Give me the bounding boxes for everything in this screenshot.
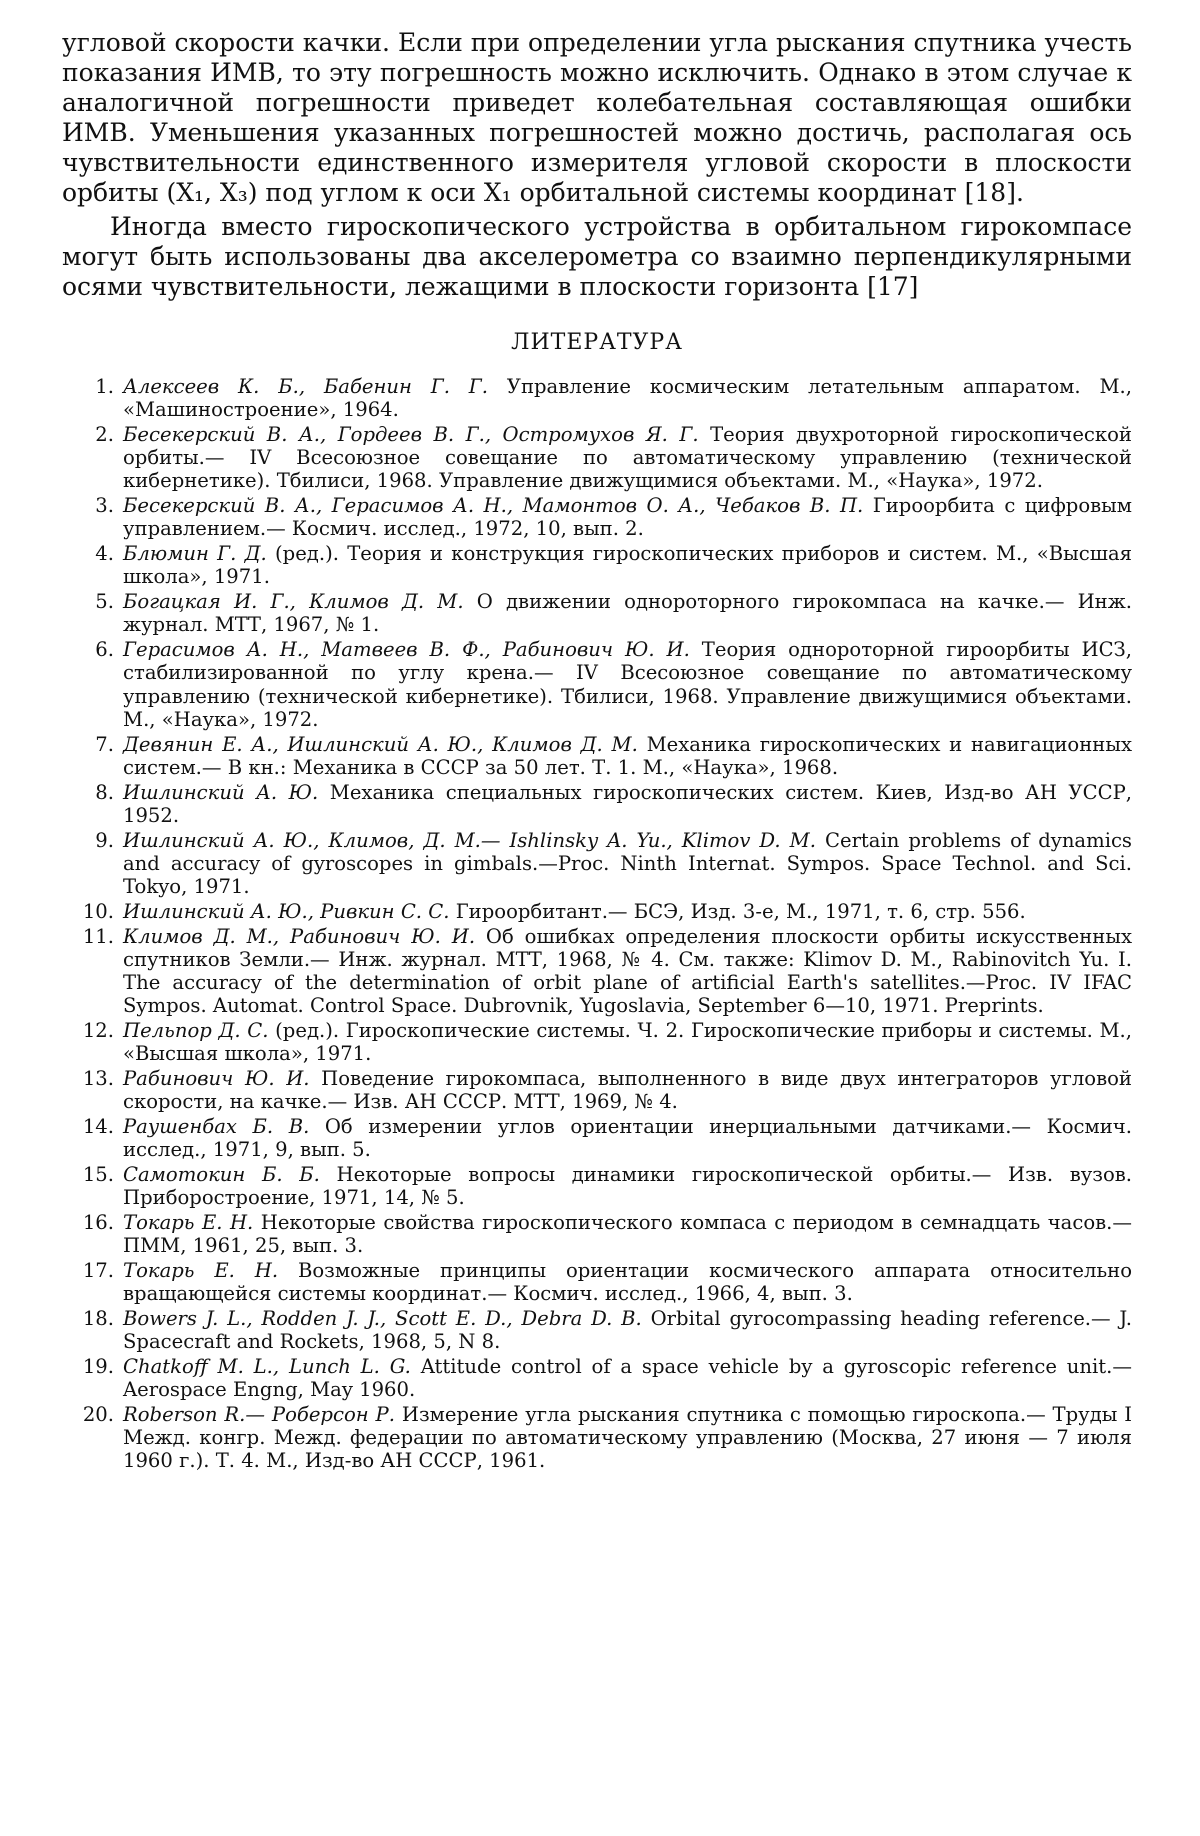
reference-text: (ред.). Гироскопические системы. Ч. 2. Гироскопические приборы и системы. М., «Высшая школа», 1971. xyxy=(123,1019,1133,1066)
reference-text: Гироорбитант.— БСЭ, Изд. 3-е, М., 1971, т. 6, стр. 556. xyxy=(449,899,1026,923)
reference-text: Certain problems of dynamics and accuracy of gyroscopes in gimbals.—Proc. Ninth Internat. Sympos. Space Technol. and Sci. Tokyo, 1971. xyxy=(123,828,1132,899)
reference-text: Orbital gyrocompassing heading reference.— J. Spacecraft and Rockets, 1968, 5, N 8. xyxy=(123,1307,1132,1354)
references-list xyxy=(62,375,1132,1473)
reference-item xyxy=(62,925,1132,1018)
reference-number: 14. xyxy=(82,1115,114,1139)
reference-item xyxy=(62,638,1132,731)
reference-number: 16. xyxy=(82,1211,114,1235)
reference-number: 7. xyxy=(95,732,114,756)
reference-authors: Ишлинский А. Ю., Ривкин С. С. xyxy=(123,899,450,923)
reference-item xyxy=(62,1403,1132,1473)
reference-number: 3. xyxy=(95,494,114,518)
paragraph-continuation: угловой скорости качки. Если при определении угла рыскания спутника учесть показания ИМВ, то эту погрешность можно исключить. Однако в этом случае к аналогичной погрешности приведет колебательная составляющая ошибки ИМВ. Уменьшения указанных погрешностей можно достичь, располагая ось чувствительности единственного измерителя угловой скорости в плоскости орбиты (X₁, X₃) под углом к оси X₁ орбитальной системы координат [18]. xyxy=(62,28,1132,207)
reference-number: 12. xyxy=(82,1019,114,1043)
reference-item xyxy=(62,494,1132,540)
reference-number: 1. xyxy=(95,375,114,398)
reference-item xyxy=(62,1307,1132,1353)
reference-text: Об ошибках определения плоскости орбиты искусственных спутников Земли.— Инж. журнал. МТТ, 1968, № 4. См. также: Klimov D. M., Rabinovitch Yu. I. The accuracy of the determination of orbit plane of artificial Earth's satellites.—Proc. IV IFAC Sympos. Automat. Control Space. Dubrovnik, Yugoslavia, September 6—10, 1971. Preprints. xyxy=(123,924,1132,1018)
reference-number: 6. xyxy=(95,638,114,662)
reference-text: Гироорбита с цифровым управлением.— Космич. исслед., 1972, 10, вып. 2. xyxy=(123,494,1132,541)
paragraph-accelerometers: Иногда вместо гироскопического устройства в орбитальном гирокомпасе могут быть использованы два акселерометра со взаимно перпендикулярными осями чувствительности, лежащими в плоскости горизонта [17] xyxy=(62,212,1132,301)
reference-authors: Девянин Е. А., Ишлинский А. Ю., Климов Д. М. xyxy=(123,732,638,756)
reference-text: Теория двухроторной гироскопической орбиты.— IV Всесоюзное совещание по автоматическому управлению (технической кибернетике). Тбилиси, 1968. Управление движущимися объектами. М., «Наука», 1972. xyxy=(123,423,1132,493)
reference-authors: Bowers J. L., Rodden J. J., Scott E. D., Debra D. B. xyxy=(123,1307,642,1331)
reference-item xyxy=(62,590,1132,636)
reference-item xyxy=(62,829,1132,899)
reference-authors: Ишлинский А. Ю. xyxy=(123,780,319,804)
reference-authors: Климов Д. М., Рабинович Ю. И. xyxy=(123,924,476,948)
reference-authors: Блюмин Г. Д. xyxy=(123,542,267,566)
reference-item xyxy=(62,375,1132,421)
reference-number: 9. xyxy=(95,828,114,852)
reference-authors: Раушенбах Б. В. xyxy=(123,1115,310,1139)
reference-text: Об измерении углов ориентации инерциальными датчиками.— Космич. исслед., 1971, 9, вып. 5. xyxy=(123,1115,1132,1162)
reference-number: 15. xyxy=(82,1163,114,1187)
reference-authors: Ишлинский А. Ю., Климов, Д. М.— Ishlinsky A. Yu., Klimov D. M. xyxy=(123,828,816,852)
reference-authors: Бесекерский В. А., Гордеев В. Г., Остромухов Я. Г. xyxy=(123,423,699,446)
reference-number: 4. xyxy=(95,542,114,566)
reference-item xyxy=(62,1019,1132,1065)
reference-authors: Алексеев К. Б., Бабенин Г. Г. xyxy=(123,375,488,398)
reference-authors: Бесекерский В. А., Герасимов А. Н., Мамонтов О. А., Чебаков В. П. xyxy=(123,494,864,518)
reference-item xyxy=(62,900,1132,923)
reference-item xyxy=(62,542,1132,588)
reference-item xyxy=(62,1259,1132,1305)
reference-number: 20. xyxy=(82,1403,114,1427)
reference-text: Поведение гирокомпаса, выполненного в виде двух интеграторов угловой скорости, на качке.— Изв. АН СССР. МТТ, 1969, № 4. xyxy=(123,1067,1132,1114)
references-heading: ЛИТЕРАТУРА xyxy=(511,330,683,355)
reference-authors: Roberson R.— Роберсон Р. xyxy=(123,1403,395,1427)
reference-text: Управление космическим летательным аппаратом. М., «Машиностроение», 1964. xyxy=(123,375,1132,422)
reference-authors: Самотокин Б. Б. xyxy=(123,1163,320,1187)
reference-number: 10. xyxy=(82,899,114,923)
reference-authors: Токарь Е. Н. xyxy=(123,1211,254,1235)
reference-number: 18. xyxy=(82,1307,114,1331)
reference-item xyxy=(62,1067,1132,1113)
reference-authors: Герасимов А. Н., Матвеев В. Ф., Рабинович Ю. И. xyxy=(123,638,690,662)
reference-text: Механика специальных гироскопических систем. Киев, Изд-во АН УССР, 1952. xyxy=(123,780,1132,827)
reference-item xyxy=(62,1115,1132,1161)
reference-text: Некоторые свойства гироскопического компаса с периодом в семнадцать часов.— ПММ, 1961, 25, вып. 3. xyxy=(123,1211,1132,1258)
reference-number: 11. xyxy=(82,924,114,948)
reference-number: 17. xyxy=(82,1259,114,1283)
reference-item xyxy=(62,1355,1132,1401)
reference-authors: Пельпор Д. С. xyxy=(123,1019,269,1043)
reference-item xyxy=(62,1163,1132,1209)
reference-text: Теория однороторной гироорбиты ИСЗ, стабилизированной по углу крена.— IV Всесоюзное совещание по автоматическому управлению (технической кибернетике). Тбилиси, 1968. Управление движущимися объектами. М., «Наука», 1972. xyxy=(123,638,1132,731)
reference-item xyxy=(62,1211,1132,1257)
reference-item xyxy=(62,423,1132,493)
reference-text: (ред.). Теория и конструкция гироскопических приборов и систем. М., «Высшая школа», 1971. xyxy=(123,542,1132,589)
reference-text: Механика гироскопических и навигационных систем.— В кн.: Механика в СССР за 50 лет. Т. 1. М., «Наука», 1968. xyxy=(123,732,1132,779)
reference-number: 5. xyxy=(95,590,114,614)
reference-authors: Рабинович Ю. И. xyxy=(123,1067,310,1091)
reference-number: 13. xyxy=(82,1067,114,1091)
reference-authors: Chatkoff M. L., Lunch L. G. xyxy=(123,1355,411,1379)
reference-number: 19. xyxy=(82,1355,114,1379)
reference-text: Некоторые вопросы динамики гироскопической орбиты.— Изв. вузов. Приборостроение, 1971, 14, № 5. xyxy=(123,1163,1132,1210)
reference-item xyxy=(62,733,1132,779)
reference-text: Измерение угла рыскания спутника с помощью гироскопа.— Труды I Межд. конгр. Межд. федерации по автоматическому управлению (Москва, 27 июня — 7 июля 1960 г.). Т. 4. М., Изд-во АН СССР, 1961. xyxy=(123,1403,1133,1473)
body-text xyxy=(62,28,1132,302)
reference-authors: Богацкая И. Г., Климов Д. М. xyxy=(123,590,464,614)
reference-number: 8. xyxy=(95,780,114,804)
reference-text: Возможные принципы ориентации космического аппарата относительно вращающейся системы координат.— Космич. исслед., 1966, 4, вып. 3. xyxy=(123,1259,1132,1306)
reference-text: О движении однороторного гирокомпаса на качке.— Инж. журнал. МТТ, 1967, № 1. xyxy=(123,590,1132,637)
reference-number: 2. xyxy=(95,423,114,446)
reference-authors: Токарь Е. Н. xyxy=(123,1259,279,1283)
reference-item xyxy=(62,781,1132,827)
reference-text: Attitude control of a space vehicle by a gyroscopic reference unit.— Aerospace Engng, May 1960. xyxy=(123,1355,1132,1402)
